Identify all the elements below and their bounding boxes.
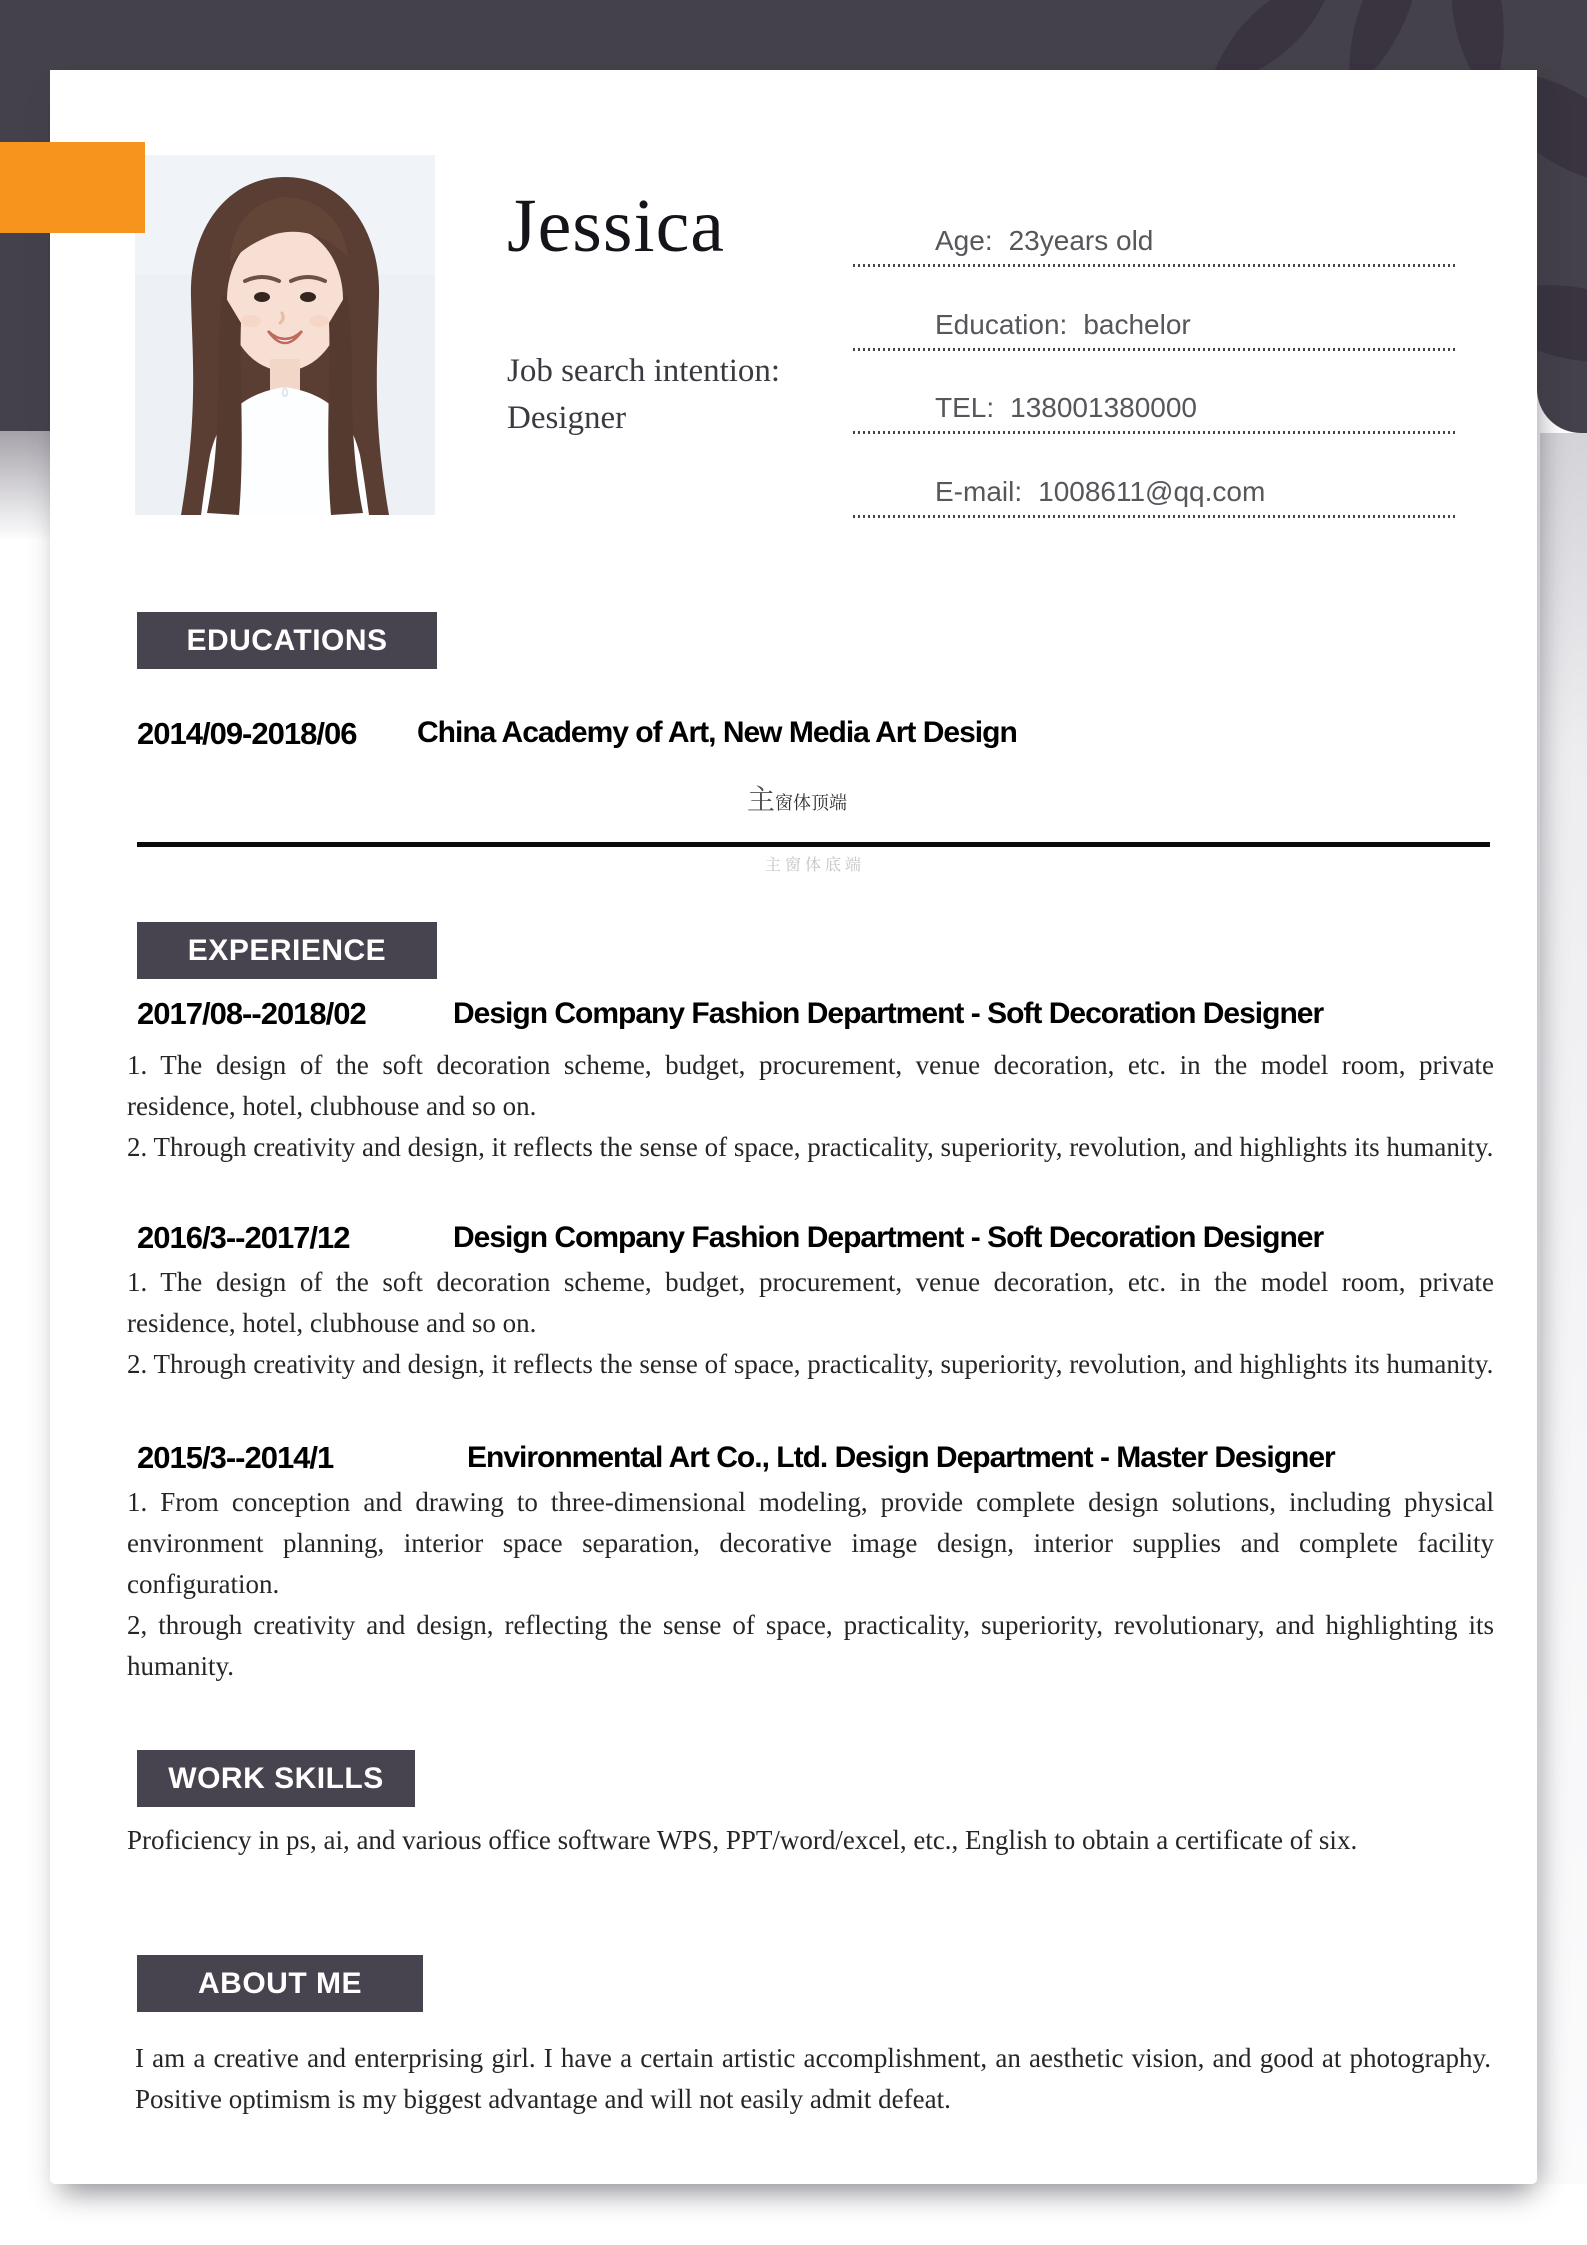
resume-page	[50, 70, 1537, 2184]
form-bottom-artifact: 主窗体底端	[765, 857, 866, 874]
right-dark-band	[1537, 0, 1587, 433]
education-school: China Academy of Art, New Media Art Design	[417, 716, 1017, 749]
section-divider-line	[137, 842, 1490, 847]
experience-2-title: Design Company Fashion Department - Soft Decoration Designer	[453, 1221, 1324, 1254]
education-entry	[137, 716, 1017, 758]
education-period: 2014/09-2018/06	[137, 716, 357, 751]
tel-value: 138001380000	[1010, 392, 1198, 423]
profile-photo	[135, 155, 435, 515]
education-value: bachelor	[1083, 309, 1191, 340]
age-value: 23years old	[1008, 225, 1154, 256]
candidate-name: Jessica	[507, 184, 726, 268]
contact-row-age	[853, 207, 1457, 267]
experience-2-detail-1: 1. The design of the soft decoration scheme, budget, procurement, venue decoration, etc. in the model room, private residence, hotel, clubhouse and so on.	[127, 1267, 1494, 1338]
experience-entry-1-header	[137, 996, 1324, 1038]
top-dark-band	[0, 0, 1587, 70]
job-intention-label: Job search intention:	[507, 353, 781, 389]
experience-3-period: 2015/3--2014/1	[137, 1440, 334, 1475]
email-value: 1008611@qq.com	[1038, 476, 1266, 507]
experience-entry-2-details	[127, 1262, 1494, 1385]
form-top-artifact: 主窗体顶端	[747, 784, 848, 815]
job-intention	[507, 348, 907, 442]
about-me-text: I am a creative and enterprising girl. I have a certain artistic accomplishment, an aesthetic vision, and good at photography. Positive optimism is my biggest advantage and will not easily admit defeat.	[135, 2043, 1491, 2114]
education-label: Education:	[935, 309, 1068, 340]
tel-label: TEL:	[935, 392, 995, 423]
contact-row-tel	[853, 374, 1457, 434]
experience-entry-3-details	[127, 1482, 1494, 1687]
experience-3-detail-1: 1. From conception and drawing to three-dimensional modeling, provide complete design solutions, including physical environment planning, interior space separation, decorative image design, interior supplies and complete facility configuration.	[127, 1487, 1494, 1599]
experience-2-detail-2: 2. Through creativity and design, it reflects the sense of space, practicality, superiority, revolution, and highlights its humanity.	[127, 1349, 1494, 1379]
email-label: E-mail:	[935, 476, 1023, 507]
section-header-educations: EDUCATIONS	[137, 612, 437, 669]
section-header-about-me: ABOUT ME	[137, 1955, 423, 2012]
experience-entry-1-details	[127, 1045, 1494, 1168]
contact-row-email	[853, 458, 1457, 518]
experience-entry-2-header	[137, 1220, 1324, 1262]
experience-1-period: 2017/08--2018/02	[137, 996, 366, 1031]
section-header-work-skills: WORK SKILLS	[137, 1750, 415, 1807]
experience-3-title: Environmental Art Co., Ltd. Design Department - Master Designer	[467, 1441, 1335, 1474]
page-right-shadow	[1540, 433, 1587, 2184]
work-skills-text: Proficiency in ps, ai, and various office software WPS, PPT/word/excel, etc., English to obtain a certificate of six.	[127, 1825, 1358, 1855]
experience-1-title: Design Company Fashion Department - Soft Decoration Designer	[453, 997, 1324, 1030]
experience-1-detail-2: 2. Through creativity and design, it reflects the sense of space, practicality, superiority, revolution, and highlights its humanity.	[127, 1132, 1494, 1162]
experience-2-period: 2016/3--2017/12	[137, 1220, 350, 1255]
job-intention-value: Designer	[507, 400, 627, 436]
experience-1-detail-1: 1. The design of the soft decoration scheme, budget, procurement, venue decoration, etc. in the model room, private residence, hotel, clubhouse and so on.	[127, 1050, 1494, 1121]
section-header-experience: EXPERIENCE	[137, 922, 437, 979]
orange-accent-bar	[0, 142, 145, 233]
experience-3-detail-2: 2, through creativity and design, reflecting the sense of space, practicality, superiority, revolutionary, and highlighting its humanity.	[127, 1610, 1494, 1681]
left-band-shadow	[0, 431, 50, 541]
age-label: Age:	[935, 225, 993, 256]
contact-row-education	[853, 291, 1457, 351]
experience-entry-3-header	[137, 1440, 1335, 1482]
